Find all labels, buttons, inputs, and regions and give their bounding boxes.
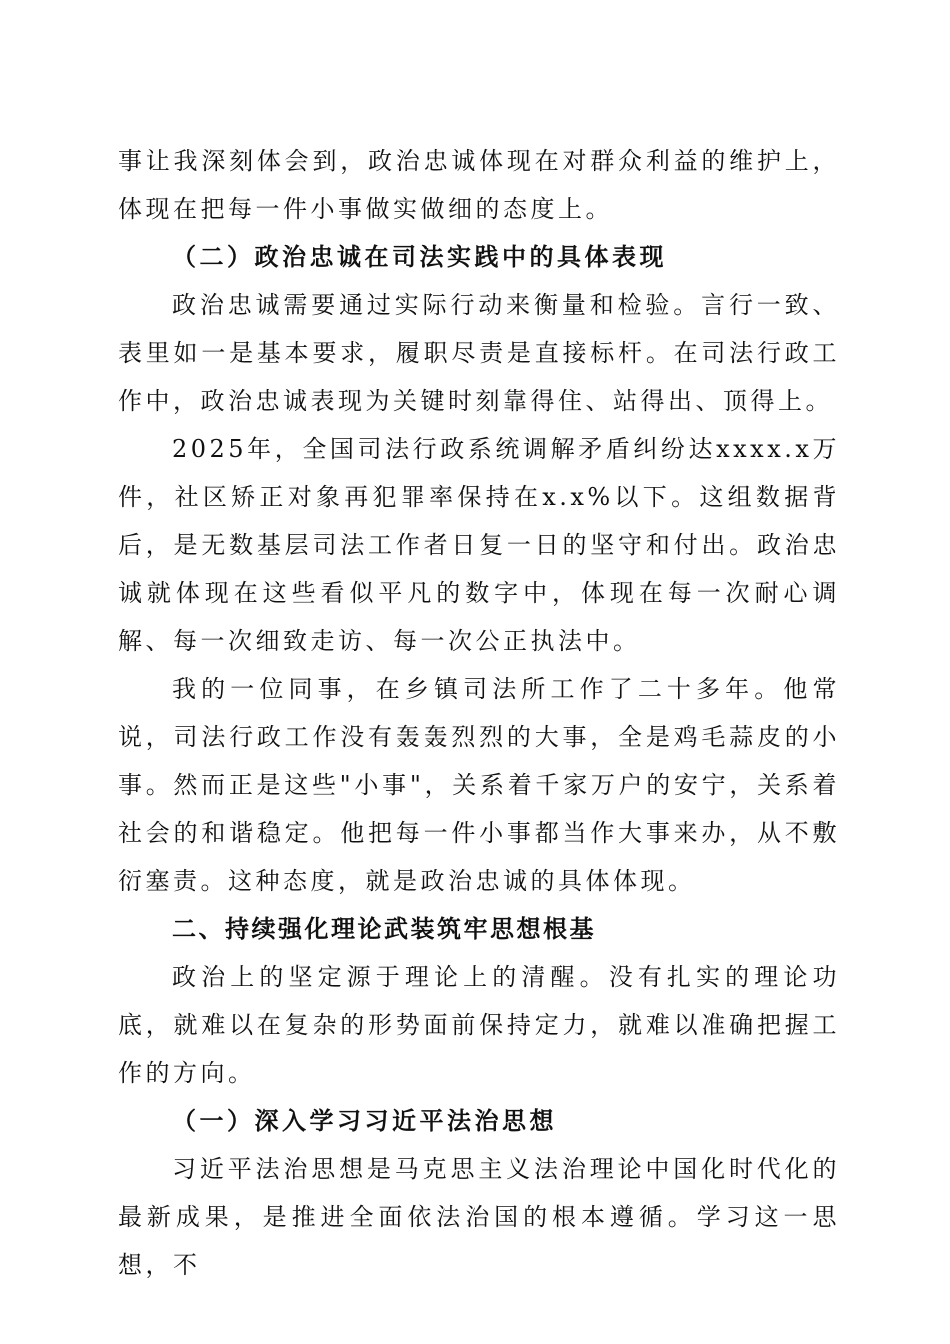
paragraph-continuation: 事让我深刻体会到，政治忠诚体现在对群众利益的维护上，体现在把每一件小事做实做细的态度上。 xyxy=(118,147,840,223)
subheading-political-loyalty-practice: （二）政治忠诚在司法实践中的具体表现 xyxy=(172,242,667,271)
paragraph-rule-of-law-thought: 习近平法治思想是马克思主义法治理论中国化时代化的最新成果，是推进全面依法治国的根本遵循。学习这一思想，不 xyxy=(118,1155,840,1279)
section-heading-theory: 二、持续强化理论武装筑牢思想根基 xyxy=(172,915,596,943)
subheading-study-thought: （一）深入学习习近平法治思想 xyxy=(172,1106,557,1135)
paragraph-theory: 政治上的坚定源于理论上的清醒。没有扎实的理论功底，就难以在复杂的形势面前保持定力，就难以准确把握工作的方向。 xyxy=(118,963,840,1087)
document-body xyxy=(118,137,840,1289)
paragraph-statistics: 2025年，全国司法行政系统调解矛盾纠纷达xxxx.x万件，社区矫正对象再犯罪率保持在x.x%以下。这组数据背后，是无数基层司法工作者日复一日的坚守和付出。政治忠诚就体现在这些看似平凡的数字中，体现在每一次耐心调解、每一次细致走访、每一次公正执法中。 xyxy=(118,435,840,655)
paragraph-measure: 政治忠诚需要通过实际行动来衡量和检验。言行一致、表里如一是基本要求，履职尽责是直接标杆。在司法行政工作中，政治忠诚表现为关键时刻靠得住、站得出、顶得上。 xyxy=(118,291,840,415)
paragraph-colleague-story: 我的一位同事，在乡镇司法所工作了二十多年。他常说，司法行政工作没有轰轰烈烈的大事，全是鸡毛蒜皮的小事。然而正是这些"小事"，关系着千家万户的安宁，关系着社会的和谐稳定。他把每一件小事都当作大事来办，从不敷衍塞责。这种态度，就是政治忠诚的具体体现。 xyxy=(118,675,840,895)
